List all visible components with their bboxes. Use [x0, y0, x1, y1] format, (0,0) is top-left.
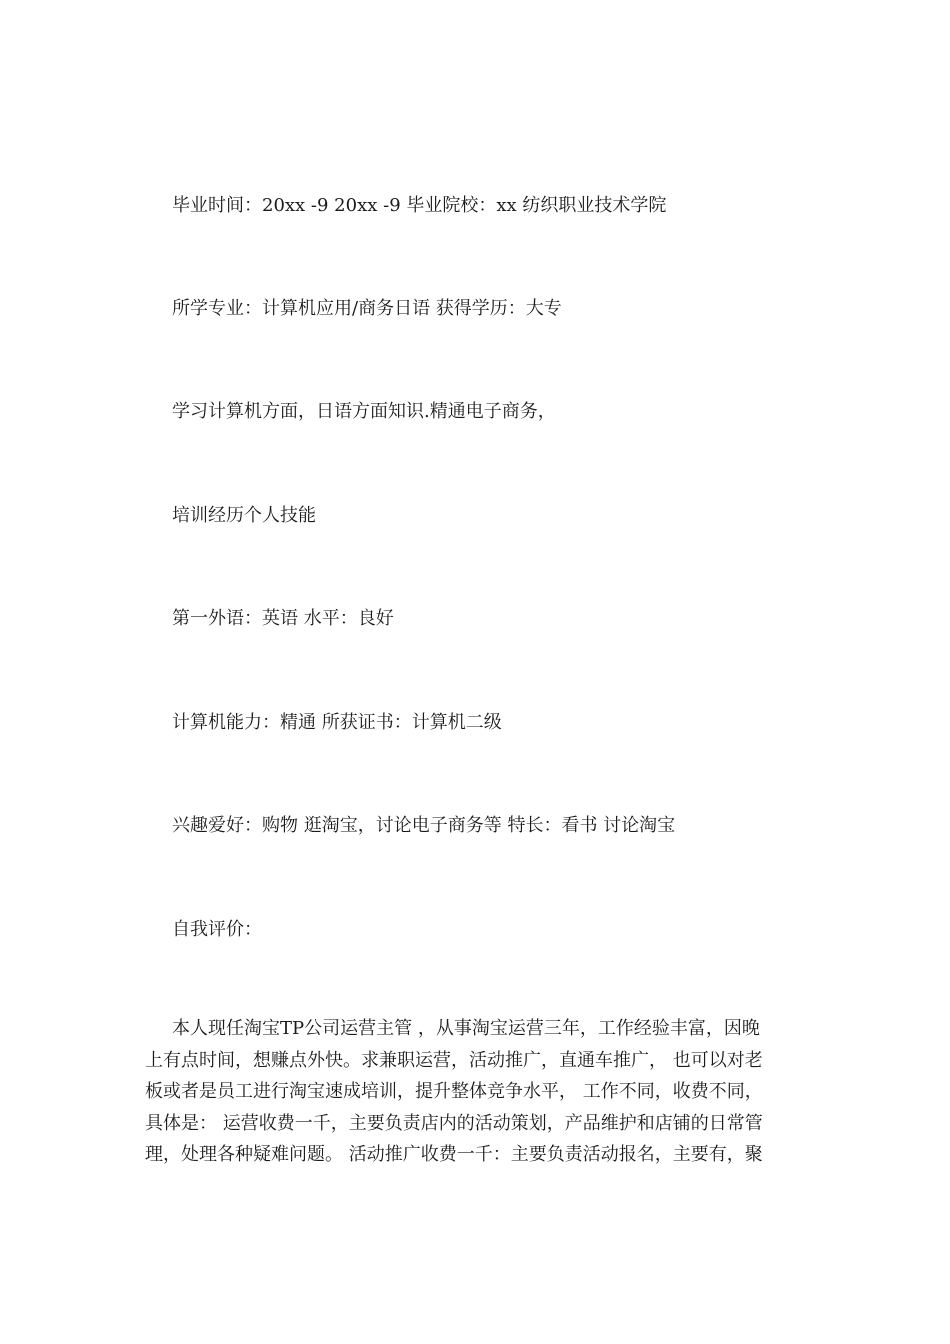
computer-skill-line: 计算机能力：精通 所获证书：计算机二级: [172, 712, 502, 733]
paragraph-line: 理，处理各种疑难问题。 活动推广收费一千：主要负责活动报名，主要有，聚: [145, 1144, 763, 1165]
self-evaluation-heading: 自我评价：: [172, 919, 262, 940]
major-degree-line: 所学专业：计算机应用/商务日语 获得学历：大专: [172, 298, 562, 319]
self-evaluation-paragraph: [145, 1013, 807, 1171]
paragraph-line: 板或者是员工进行淘宝速成培训，提升整体竞争水平， 工作不同，收费不同，: [145, 1081, 763, 1102]
paragraph-line: 本人现任淘宝TP公司运营主管 ，从事淘宝运营三年，工作经验丰富，因晚: [172, 1018, 760, 1039]
hobbies-line: 兴趣爱好：购物 逛淘宝，讨论电子商务等 特长：看书 讨论淘宝: [172, 815, 676, 836]
study-focus-line: 学习计算机方面，日语方面知识.精通电子商务，: [172, 401, 556, 422]
training-skills-heading: 培训经历个人技能: [172, 505, 316, 526]
graduation-info-line: 毕业时间：20xx -9 20xx -9 毕业院校：xx 纺织职业技术学院: [172, 195, 667, 216]
paragraph-line: 上有点时间，想赚点外快。求兼职运营，活动推广，直通车推广， 也可以对老: [145, 1049, 763, 1071]
foreign-language-line: 第一外语：英语 水平：良好: [172, 608, 394, 629]
paragraph-line: 具体是： 运营收费一千，主要负责店内的活动策划，产品维护和店铺的日常管: [145, 1112, 763, 1134]
